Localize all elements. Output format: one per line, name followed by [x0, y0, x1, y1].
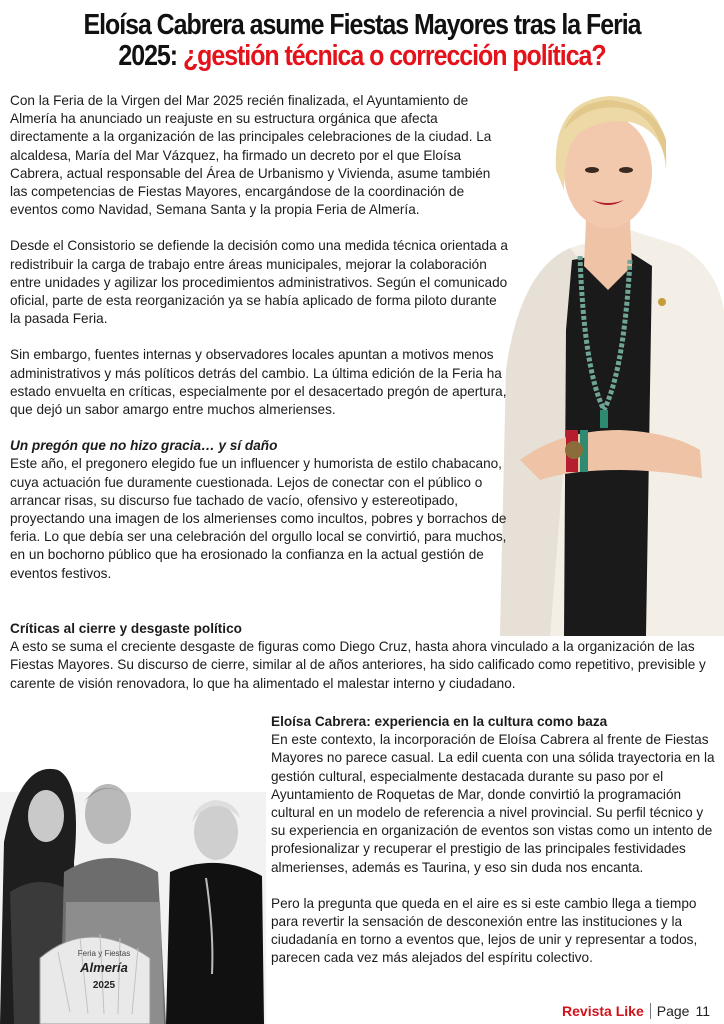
section-pregon-heading: Un pregón que no hizo gracia… y sí daño: [10, 438, 278, 454]
group-photo: [0, 752, 266, 1024]
section-pregon: [10, 437, 508, 583]
fan-text-line-3: 2025: [92, 980, 116, 991]
headline-highlight: ¿gestión técnica o corrección política?: [182, 40, 606, 72]
headline-line-1: Eloísa Cabrera asume Fiestas Mayores tras la Feria: [83, 9, 641, 41]
intro-paragraph-3: Sin embargo, fuentes internas y observadores locales apuntan a motivos menos administrativos y más políticos detrás del cambio. La última edición de la Feria ha estado envuelta en críticas, especialmente por el desacertado pregón de apertura, que dejó un sabor amargo entre muchos almerienses.: [10, 347, 507, 418]
portrait-photo: [480, 70, 724, 636]
headline-line-2: [68, 41, 656, 72]
section-experiencia-closing: Pero la pregunta que queda en el aire es si este cambio llega a tiempo para revertir la sensación de desconexión entre las instituciones y la ciudadanía en torno a eventos que, lejos de unir y representar a todos, parecen cada vez más alejados del espíritu colectivo.: [271, 895, 698, 966]
footer-page-label: Page: [656, 1003, 690, 1019]
headline-prefix: 2025:: [118, 40, 183, 72]
footer-page-number: 11: [695, 1003, 710, 1019]
section-criticas-text: A esto se suma el creciente desgaste de figuras como Diego Cruz, hasta ahora vinculado a la organización de las Fiestas Mayores. Su discurso de cierre, similar al de años anteriores, ha sido calificado como repetitivo, previsible y carente de visión renovadora, lo que ha alimentado el malestar interno y ciudadano.: [10, 639, 706, 691]
article-headline: [68, 10, 656, 72]
section-criticas: [10, 620, 710, 693]
section-experiencia-heading: Eloísa Cabrera: experiencia en la cultura como baza: [271, 714, 608, 729]
intro-paragraph-1: Con la Feria de la Virgen del Mar 2025 recién finalizada, el Ayuntamiento de Almería ha anunciado un reajuste en su estructura orgánica que afecta directamente a la organización de las principales celebraciones de la ciudad. La alcaldesa, María del Mar Vázquez, ha firmado un decreto por el que Eloísa Cabrera, actual responsable del Área de Urbanismo y Vivienda, asume también las competencias de Fiestas Mayores, encargándose de la coordinación de eventos como Navidad, Semana Santa y la propia Feria de Almería.: [10, 93, 492, 218]
section-experiencia: [271, 713, 721, 986]
footer-divider: [650, 1003, 651, 1019]
fan-text-line-2: Almería: [80, 960, 128, 975]
page-footer: [562, 1000, 710, 1022]
article-intro-column: [10, 92, 508, 583]
section-criticas-heading: Críticas al cierre y desgaste político: [10, 621, 242, 636]
intro-paragraph-2: Desde el Consistorio se defiende la decisión como una medida técnica orientada a redistribuir la carga de trabajo entre áreas municipales, mejorar la colaboración entre unidades y agilizar los procedimientos administrativos. Según el comunicado oficial, parte de esta reorganización ya se había aplicado de forma piloto durante la pasada Feria.: [10, 238, 508, 327]
section-experiencia-body: [271, 713, 721, 877]
section-experiencia-text: En este contexto, la incorporación de Eloísa Cabrera al frente de Fiestas Mayores no parece casual. La edil cuenta con una sólida trayectoria en la gestión cultural, especialmente destacada durante su paso por el Ayuntamiento de Roquetas de Mar, donde convirtió la programación cultural en un modelo de referencia a nivel provincial. Su perfil técnico y su experiencia en organización de eventos son vistas como un intento de profesionalizar y recuperar el prestigio de las principales festividades almerienses, además es Taurina, y eso sin duda nos encanta.: [271, 732, 715, 875]
fan-text-line-1: Feria y Fiestas: [77, 949, 131, 958]
footer-brand: Revista Like: [562, 1003, 644, 1019]
section-pregon-text: Este año, el pregonero elegido fue un influencer y humorista de estilo chabacano, cuya actuación fue duramente cuestionada. Lejos de conectar con el público o arrancar risas, su discurso fue tachado de vacío, ofensivo y estereotipado, proyectando una imagen de los almerienses como incultos, pobres y borrachos de feria. Lo que debía ser una celebración del orgullo local se convirtió, para muchos, en un bochorno público que ha erosionado la confianza en la actual gestión de eventos festivos.: [10, 456, 507, 581]
